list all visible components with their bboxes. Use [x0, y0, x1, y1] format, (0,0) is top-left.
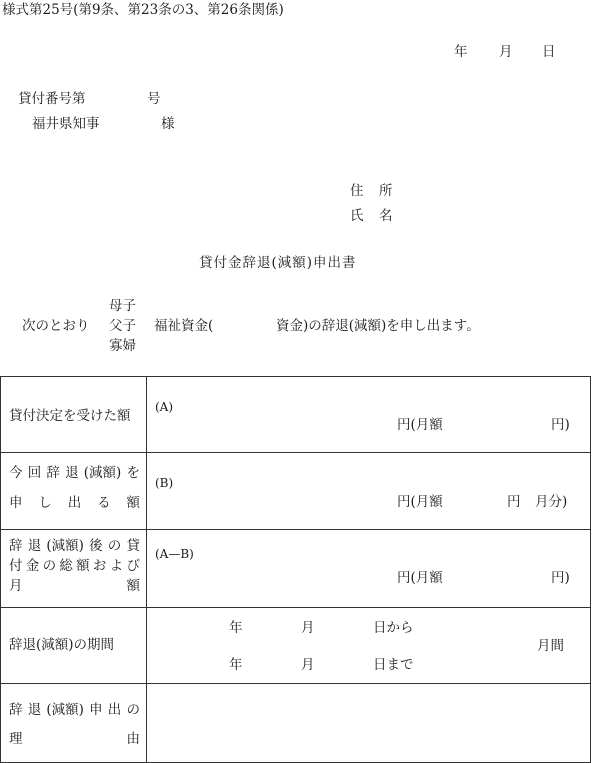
yen-end-1: 円)	[551, 417, 570, 433]
reason-label-line2: 理 由	[9, 731, 140, 747]
value-cell-after-amount[interactable]	[147, 530, 591, 608]
reason-label-line1: 辞 退 (減額) 申 出 の	[9, 702, 140, 718]
after-amount-label-line2: 付 金 の 総 額 お よ び	[9, 558, 140, 574]
address-label-2: 所	[379, 183, 393, 199]
fund-prefix: 福祉資金(	[154, 318, 214, 334]
document-title: 貸付金辞退(減額)申出書	[199, 255, 357, 271]
form-number: 様式第25号(第9条、第23条の3、第26条関係)	[2, 2, 284, 18]
label-cell	[1, 608, 147, 684]
fund-suffix: 資金)の辞退(減額)を申し出ます。	[276, 318, 480, 334]
to-day: 日まで	[373, 657, 414, 673]
requested-amount-label-line2: 申 し 出 る 額	[9, 495, 140, 511]
value-cell-requested-amount[interactable]	[147, 453, 591, 530]
value-cell-period[interactable]	[147, 608, 591, 684]
code-a: (A)	[155, 400, 174, 414]
name-label-1: 氏	[350, 208, 364, 224]
date-day: 日	[542, 44, 556, 60]
table-row-decided-amount	[1, 377, 591, 453]
table-row-after-amount	[1, 530, 591, 608]
label-cell	[1, 684, 147, 763]
name-label-2: 名	[379, 208, 393, 224]
loan-number-suffix: 号	[147, 91, 161, 107]
value-cell-reason[interactable]	[147, 684, 591, 763]
addressee-honorific: 様	[161, 116, 175, 132]
to-year: 年	[229, 657, 243, 673]
month-part: 月分)	[535, 494, 568, 510]
months-count: 月間	[537, 638, 564, 654]
yen-monthly-1: 円(月額	[397, 417, 443, 433]
application-table	[0, 376, 591, 763]
requested-amount-label-line1: 今 回 辞 退 (減額) を	[9, 465, 140, 481]
option-kafu: 寡婦	[109, 338, 136, 354]
from-day: 日から	[373, 620, 414, 636]
address-label-1: 住	[350, 183, 364, 199]
yen-2: 円	[507, 494, 521, 510]
yen-end-3: 円)	[551, 570, 570, 586]
label-cell	[1, 453, 147, 530]
to-month: 月	[301, 657, 315, 673]
code-a-minus-b: (A—B)	[155, 547, 194, 561]
period-label: 辞退(減額)の期間	[9, 637, 115, 653]
table-row-requested-amount	[1, 453, 591, 530]
from-year: 年	[229, 620, 243, 636]
table-row-reason	[1, 684, 591, 763]
after-amount-label-line1: 辞 退 (減額) 後 の 貸	[9, 538, 140, 554]
loan-number-label: 貸付番号第	[18, 91, 86, 107]
option-boshi: 母子	[109, 298, 136, 314]
code-b: (B)	[155, 476, 174, 490]
after-amount-label-line3: 月 額	[9, 578, 140, 594]
date-month: 月	[499, 44, 513, 60]
option-fushi: 父子	[109, 318, 136, 334]
date-year: 年	[454, 44, 468, 60]
yen-monthly-3: 円(月額	[397, 570, 443, 586]
from-month: 月	[301, 620, 315, 636]
label-cell	[1, 530, 147, 608]
value-cell-decided-amount[interactable]	[147, 377, 591, 453]
yen-monthly-2: 円(月額	[397, 494, 443, 510]
decided-amount-label: 貸付決定を受けた額	[9, 408, 131, 424]
statement-prefix: 次のとおり	[22, 318, 90, 334]
label-cell	[1, 377, 147, 453]
addressee-name: 福井県知事	[32, 116, 100, 132]
table-row-period	[1, 608, 591, 684]
